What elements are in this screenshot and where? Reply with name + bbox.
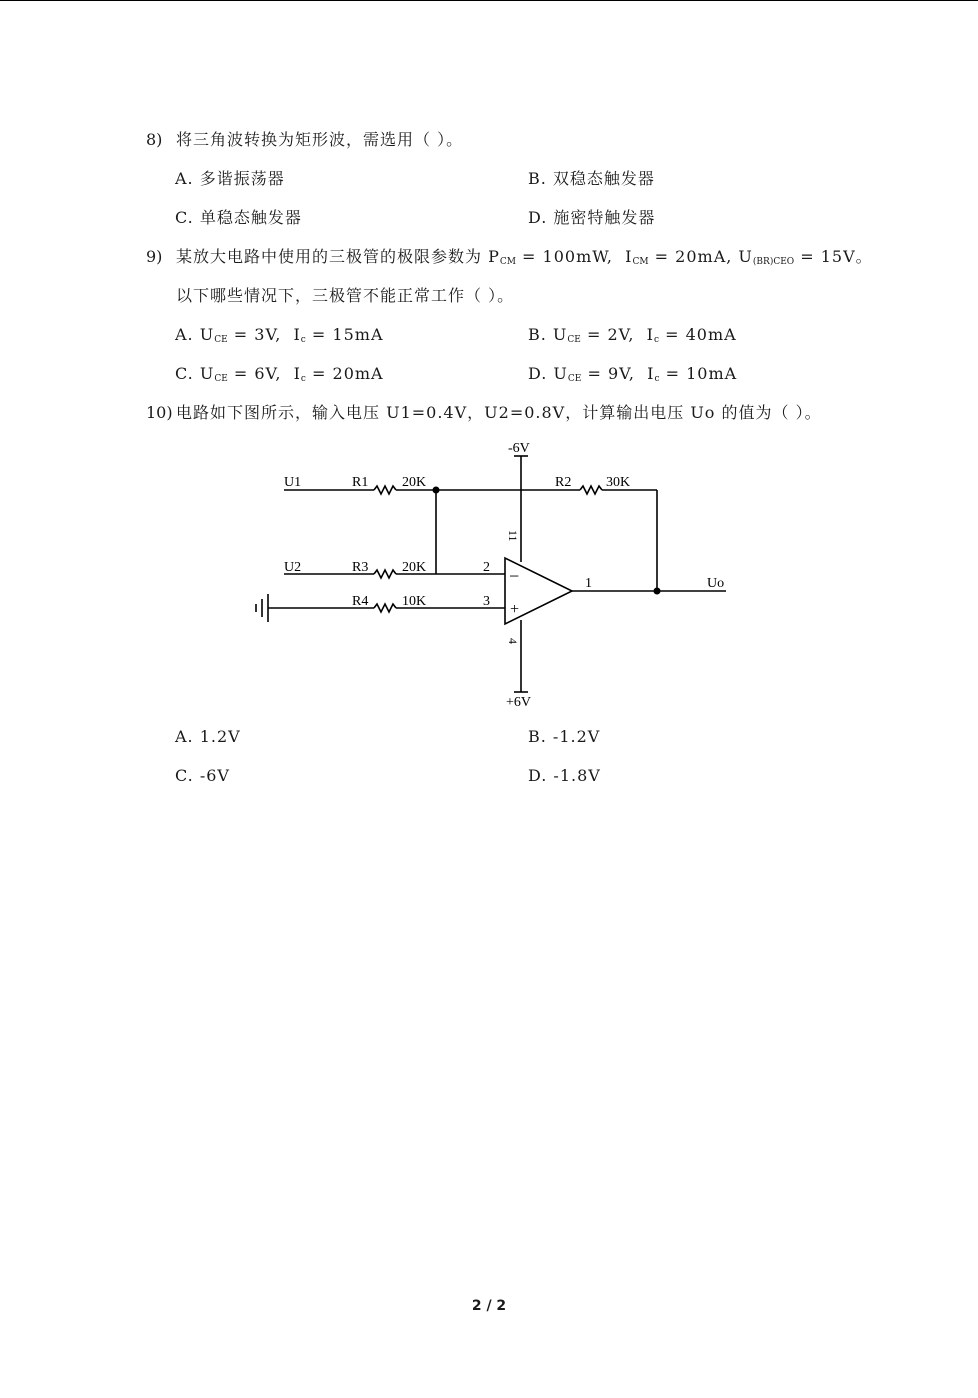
label-pin3: 3: [483, 594, 490, 609]
question-9-option-a: A. $U_{CE} = 3V$, $I_c = 15mA$: [175, 325, 384, 345]
question-9-stem: 某放大电路中使用的三极管的极限参数为 $P_{CM} = 100mW$, $I_{CM} = 20mA$, $U_{(BR)CEO} = 15V$。: [176, 247, 873, 267]
question-8-option-c: C. 单稳态触发器: [175, 208, 302, 227]
label-r2-value: 30K: [606, 475, 631, 490]
label-r2: R2: [555, 475, 572, 490]
resistor-r1: [374, 486, 396, 494]
question-10-option-c: C. -6V: [175, 766, 230, 785]
question-9-option-c: C. $U_{CE} = 6V$, $I_c = 20mA$: [175, 364, 384, 384]
question-10-option-d: D. -1.8V: [528, 766, 601, 785]
question-8-option-b: B. 双稳态触发器: [528, 169, 655, 188]
label-r1-value: 20K: [402, 475, 427, 490]
page-number: 2 / 2: [471, 1298, 507, 1314]
question-9-option-d: D. $U_{CE} = 9V$, $I_c = 10mA$: [528, 364, 738, 384]
label-r3: R3: [352, 560, 369, 575]
resistor-r3: [374, 570, 396, 578]
label-u1: U1: [284, 475, 302, 490]
label-pos-supply: +6V: [506, 695, 532, 710]
question-10-stem: 电路如下图所示，输入电压 U1=0.4V，U2=0.8V，计算输出电压 Uo 的值为（ ）。: [176, 403, 822, 422]
label-r3-value: 20K: [402, 560, 427, 575]
junction-node-top: [433, 487, 440, 494]
question-10-option-a: A. 1.2V: [175, 727, 241, 746]
label-neg-supply: -6V: [508, 441, 530, 456]
question-10-option-b: B. -1.2V: [528, 727, 601, 746]
label-pin1: 1: [585, 576, 592, 591]
label-pin2: 2: [483, 560, 490, 575]
question-8-stem: 将三角波转换为矩形波，需选用（ ）。: [176, 130, 464, 149]
label-r4-value: 10K: [402, 594, 427, 609]
resistor-r2: [580, 486, 602, 494]
label-r1: R1: [352, 475, 369, 490]
question-9-option-b: B. $U_{CE} = 2V$, $I_c = 40mA$: [528, 325, 737, 345]
question-8-number: 8): [146, 130, 163, 149]
label-uo: Uo: [707, 576, 725, 591]
label-pin11: 11: [506, 530, 520, 542]
question-10-number: 10): [146, 403, 173, 422]
question-9-number: 9): [146, 247, 163, 266]
label-inverting-sign: −: [509, 566, 520, 586]
junction-output: [654, 588, 661, 595]
label-pin4: 4: [506, 638, 520, 644]
label-u2: U2: [284, 560, 302, 575]
question-9-stem-line2: 以下哪些情况下，三极管不能正常工作（ ）。: [176, 286, 515, 305]
resistor-r4: [374, 604, 396, 612]
question-8-option-d: D. 施密特触发器: [528, 208, 656, 227]
question-8-option-a: A. 多谐振荡器: [175, 169, 285, 188]
label-noninverting-sign: +: [510, 601, 520, 618]
label-r4: R4: [352, 594, 369, 609]
